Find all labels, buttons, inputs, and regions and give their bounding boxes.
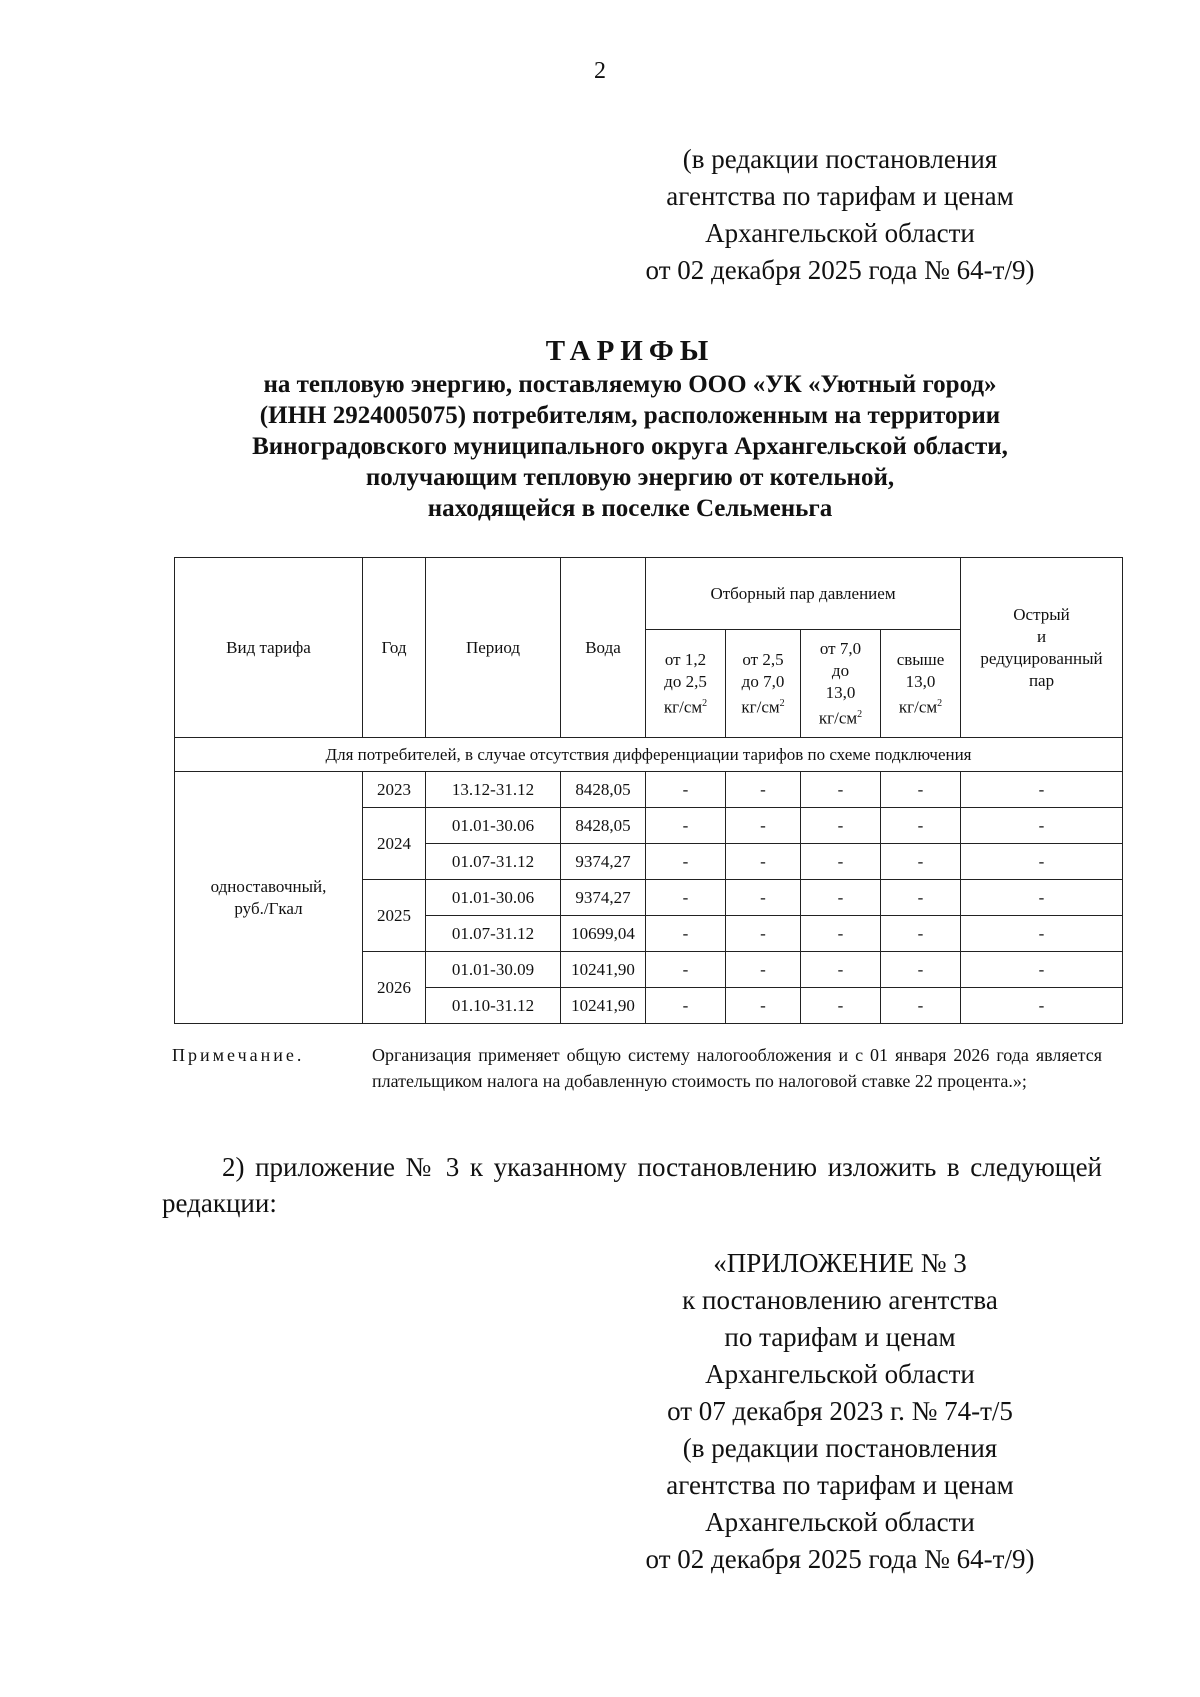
header-line: до 2,5 bbox=[664, 671, 707, 691]
steam-2-cell: - bbox=[726, 916, 801, 952]
appendix-line: Архангельской области bbox=[705, 1359, 975, 1389]
header-line: свыше bbox=[896, 649, 945, 669]
appendix-line: по тарифам и ценам bbox=[724, 1322, 956, 1352]
steam-2-cell: - bbox=[726, 988, 801, 1024]
steam-3-cell: - bbox=[801, 844, 881, 880]
section-label: Для потребителей, в случае отсутствия дифференциации тарифов по схеме подключения bbox=[175, 738, 1123, 772]
steam-3-cell: - bbox=[801, 952, 881, 988]
steam-3-cell: - bbox=[801, 772, 881, 808]
table-row bbox=[175, 772, 1123, 808]
water-cell: 9374,27 bbox=[561, 844, 646, 880]
steam-1-cell: - bbox=[646, 844, 726, 880]
header-tariff-type: Вид тарифа bbox=[175, 558, 363, 738]
year-cell: 2025 bbox=[363, 880, 426, 952]
header-steam-1 bbox=[646, 630, 726, 738]
steam-2-cell: - bbox=[726, 952, 801, 988]
steam-2-cell: - bbox=[726, 772, 801, 808]
title-heading: ТАРИФЫ bbox=[545, 335, 715, 367]
header-steam-2 bbox=[726, 630, 801, 738]
steam-2-cell: - bbox=[726, 844, 801, 880]
appendix-line: от 07 декабря 2023 г. № 74-т/5 bbox=[667, 1396, 1013, 1426]
sharp-steam-cell: - bbox=[961, 916, 1123, 952]
steam-4-cell: - bbox=[881, 844, 961, 880]
period-cell: 01.01-30.06 bbox=[426, 808, 561, 844]
steam-3-cell: - bbox=[801, 808, 881, 844]
sharp-steam-cell: - bbox=[961, 808, 1123, 844]
steam-1-cell: - bbox=[646, 808, 726, 844]
appendix-line: «ПРИЛОЖЕНИЕ № 3 bbox=[713, 1248, 967, 1278]
period-cell: 01.01-30.09 bbox=[426, 952, 561, 988]
steam-3-cell: - bbox=[801, 880, 881, 916]
tariff-type-cell bbox=[175, 772, 363, 1024]
steam-4-cell: - bbox=[881, 880, 961, 916]
header-unit: $кг/см^2$ bbox=[818, 708, 863, 728]
title-line: получающим тепловую энергию от котельной, bbox=[365, 464, 895, 491]
title-line: (ИНН 2924005075) потребителям, расположенным на территории bbox=[259, 402, 1001, 429]
steam-1-cell: - bbox=[646, 952, 726, 988]
period-cell: 01.10-31.12 bbox=[426, 988, 561, 1024]
header-steam-4 bbox=[881, 630, 961, 738]
edition-line: агентства по тарифам и ценам bbox=[666, 181, 1014, 211]
tariff-type-line: одноставочный, bbox=[210, 876, 327, 896]
steam-2-cell: - bbox=[726, 880, 801, 916]
header-period: Период bbox=[426, 558, 561, 738]
title-line: находящейся в поселке Сельменьга bbox=[427, 495, 833, 522]
header-steam-group: Отборный пар давлением bbox=[646, 558, 961, 630]
steam-1-cell: - bbox=[646, 916, 726, 952]
water-cell: 10699,04 bbox=[561, 916, 646, 952]
header-line: до bbox=[831, 660, 850, 680]
sharp-steam-cell: - bbox=[961, 880, 1123, 916]
steam-4-cell: - bbox=[881, 772, 961, 808]
edition-line: от 02 декабря 2025 года № 64-т/9) bbox=[645, 255, 1035, 285]
header-line: редуцированный bbox=[980, 648, 1103, 668]
sharp-steam-cell: - bbox=[961, 844, 1123, 880]
tariff-table bbox=[174, 557, 1123, 1024]
header-year: Год bbox=[363, 558, 426, 738]
appendix-line: Архангельской области bbox=[705, 1507, 975, 1537]
header-line: до 7,0 bbox=[741, 671, 785, 691]
steam-4-cell: - bbox=[881, 916, 961, 952]
appendix-line: агентства по тарифам и ценам bbox=[666, 1470, 1014, 1500]
header-line: от 1,2 bbox=[664, 649, 707, 669]
appendix-header bbox=[620, 1245, 1060, 1578]
note-label: Примечание. bbox=[172, 1045, 305, 1065]
tariff-type-line: руб./Гкал bbox=[234, 898, 303, 918]
water-cell: 10241,90 bbox=[561, 988, 646, 1024]
period-cell: 13.12-31.12 bbox=[426, 772, 561, 808]
page-number: 2 bbox=[594, 58, 606, 84]
steam-4-cell: - bbox=[881, 808, 961, 844]
header-unit: $кг/см^2$ bbox=[741, 697, 785, 717]
note bbox=[172, 1042, 1102, 1094]
steam-1-cell: - bbox=[646, 880, 726, 916]
header-unit: $кг/см^2$ bbox=[663, 697, 708, 717]
year-cell: 2026 bbox=[363, 952, 426, 1024]
year-cell: 2024 bbox=[363, 808, 426, 880]
header-line: от 7,0 bbox=[819, 638, 862, 658]
document-title bbox=[150, 333, 1110, 524]
steam-3-cell: - bbox=[801, 988, 881, 1024]
period-cell: 01.07-31.12 bbox=[426, 916, 561, 952]
appendix-line: к постановлению агентства bbox=[682, 1285, 998, 1315]
sharp-steam-cell: - bbox=[961, 772, 1123, 808]
header-water: Вода bbox=[561, 558, 646, 738]
header-line: 13,0 bbox=[825, 682, 856, 702]
title-line: на тепловую энергию, поставляемую ООО «УК «Уютный город» bbox=[263, 371, 997, 398]
steam-4-cell: - bbox=[881, 988, 961, 1024]
year-cell: 2023 bbox=[363, 772, 426, 808]
steam-3-cell: - bbox=[801, 916, 881, 952]
header-line: от 2,5 bbox=[742, 649, 784, 669]
header-unit: $кг/см^2$ bbox=[898, 697, 943, 717]
water-cell: 9374,27 bbox=[561, 880, 646, 916]
water-cell: 10241,90 bbox=[561, 952, 646, 988]
steam-1-cell: - bbox=[646, 772, 726, 808]
amendment-paragraph: 2) приложение № 3 к указанному постановлению изложить в следующей редакции: bbox=[162, 1152, 1102, 1218]
period-cell: 01.01-30.06 bbox=[426, 880, 561, 916]
header-sharp-steam bbox=[961, 558, 1123, 738]
steam-1-cell: - bbox=[646, 988, 726, 1024]
sharp-steam-cell: - bbox=[961, 988, 1123, 1024]
steam-4-cell: - bbox=[881, 952, 961, 988]
appendix-line: (в редакции постановления bbox=[682, 1433, 998, 1463]
water-cell: 8428,05 bbox=[561, 808, 646, 844]
edition-note-top bbox=[620, 141, 1060, 289]
sharp-steam-cell: - bbox=[961, 952, 1123, 988]
edition-line: Архангельской области bbox=[705, 218, 975, 248]
note-text: Организация применяет общую систему налогообложения и с 01 января 2026 года является плательщиком налога на добавленную стоимость по налоговой ставке 22 процента.»; bbox=[372, 1045, 1102, 1091]
period-cell: 01.07-31.12 bbox=[426, 844, 561, 880]
header-line: пар bbox=[1028, 670, 1055, 690]
header-line: 13,0 bbox=[905, 671, 936, 691]
header-line: Острый bbox=[1013, 604, 1070, 624]
appendix-line: от 02 декабря 2025 года № 64-т/9) bbox=[645, 1544, 1035, 1574]
header-steam-3 bbox=[801, 630, 881, 738]
water-cell: 8428,05 bbox=[561, 772, 646, 808]
edition-line: (в редакции постановления bbox=[682, 144, 998, 174]
header-line: и bbox=[1036, 626, 1047, 646]
title-line: Виноградовского муниципального округа Архангельской области, bbox=[252, 433, 1008, 460]
steam-2-cell: - bbox=[726, 808, 801, 844]
